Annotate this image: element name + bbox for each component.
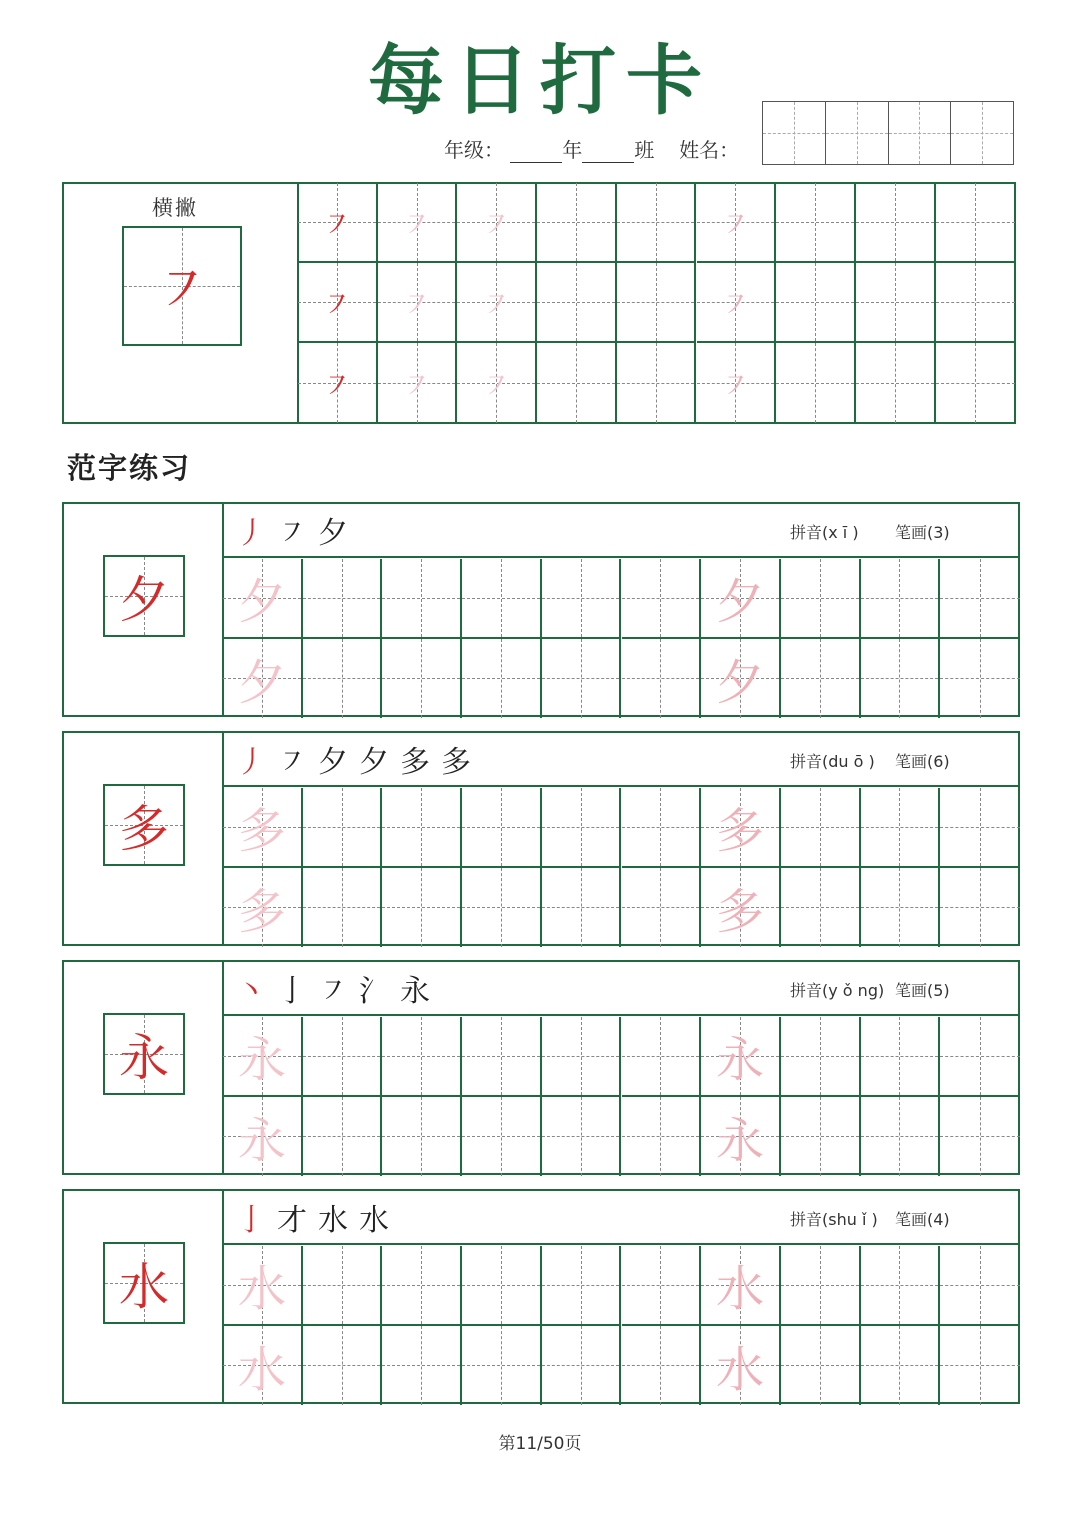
trace-glyph: 多	[716, 883, 765, 940]
practice-cell[interactable]	[940, 559, 1020, 639]
practice-cell[interactable]	[542, 868, 622, 948]
stroke-demo-glyph: ㇇	[154, 258, 210, 323]
trace-glyph: 永	[716, 1112, 765, 1169]
stroke-trace-glyph: ㇇	[321, 208, 352, 243]
stroke-grid-cell[interactable]	[776, 263, 856, 343]
stroke-order-step: 水	[359, 1203, 389, 1238]
stroke-order-step: 多	[441, 745, 471, 780]
stroke-grid-cell[interactable]	[856, 343, 936, 423]
practice-cell[interactable]	[382, 559, 462, 639]
stroke-count-label: 笔画(3)	[895, 523, 950, 542]
practice-cell[interactable]	[542, 1326, 622, 1406]
grade-label: 年级：	[444, 138, 504, 162]
stroke-grid-cell[interactable]	[856, 263, 936, 343]
name-cell[interactable]	[950, 102, 1013, 164]
year-label: 年	[562, 138, 583, 162]
stroke-trace-glyph: ㇇	[720, 288, 751, 323]
practice-cell[interactable]	[781, 1097, 861, 1177]
stroke-grid-cell[interactable]	[617, 263, 697, 343]
practice-cell[interactable]	[462, 639, 542, 719]
practice-cell[interactable]	[223, 868, 303, 948]
practice-cell[interactable]	[940, 868, 1020, 948]
trace-glyph: 夕	[237, 654, 286, 711]
stroke-order-step: 丿	[236, 516, 266, 551]
practice-cell[interactable]	[223, 1246, 303, 1326]
practice-cell[interactable]	[781, 1017, 861, 1097]
stroke-grid-cell[interactable]	[537, 263, 617, 343]
stroke-grid-cell[interactable]	[378, 263, 458, 343]
practice-cell[interactable]	[223, 559, 303, 639]
practice-cell[interactable]	[781, 559, 861, 639]
stroke-order-step: 永	[400, 974, 430, 1009]
pinyin-label: 拼音(shu ǐ )	[790, 1210, 878, 1229]
trace-glyph: 水	[237, 1341, 286, 1398]
stroke-grid-cell[interactable]	[298, 183, 378, 263]
character-demo-box	[103, 784, 185, 866]
class-blank[interactable]	[582, 144, 634, 163]
stroke-order-step: 才	[277, 1203, 307, 1238]
practice-cell[interactable]	[382, 1017, 462, 1097]
practice-cell[interactable]	[622, 1017, 702, 1097]
stroke-order-step: ㇇	[277, 516, 307, 551]
practice-cell[interactable]	[462, 788, 542, 868]
character-demo-glyph: 水	[119, 1258, 169, 1316]
practice-cell[interactable]	[861, 1017, 941, 1097]
practice-cell[interactable]	[701, 559, 781, 639]
stroke-grid-cell[interactable]	[697, 263, 777, 343]
stroke-count-label: 笔画(4)	[895, 1210, 950, 1229]
practice-cell[interactable]	[701, 1097, 781, 1177]
practice-cell[interactable]	[223, 639, 303, 719]
stroke-grid-cell[interactable]	[378, 183, 458, 263]
practice-cell[interactable]	[303, 868, 383, 948]
practice-cell[interactable]	[701, 868, 781, 948]
grade-blank[interactable]	[510, 144, 562, 163]
stroke-order-step: 亅	[277, 974, 307, 1009]
character-demo-glyph: 永	[119, 1029, 169, 1087]
trace-glyph: 水	[716, 1341, 765, 1398]
trace-glyph: 永	[237, 1032, 286, 1089]
practice-cell[interactable]	[462, 1017, 542, 1097]
pinyin-label: 拼音(x ī )	[790, 523, 859, 542]
practice-cell[interactable]	[781, 1246, 861, 1326]
practice-cell[interactable]	[940, 1326, 1020, 1406]
stroke-grid-cell[interactable]	[457, 343, 537, 423]
stroke-trace-glyph: ㇇	[720, 369, 751, 404]
stroke-trace-glyph: ㇇	[481, 208, 512, 243]
name-cell[interactable]	[888, 102, 951, 164]
stroke-grid-cell[interactable]	[378, 343, 458, 423]
practice-cell[interactable]	[781, 1326, 861, 1406]
practice-cell[interactable]	[382, 868, 462, 948]
stroke-order-step: 夕	[359, 745, 389, 780]
stroke-grid-cell[interactable]	[697, 183, 777, 263]
practice-cell[interactable]	[462, 868, 542, 948]
practice-cell[interactable]	[701, 1246, 781, 1326]
stroke-grid-cell[interactable]	[936, 183, 1016, 263]
practice-cell[interactable]	[861, 1246, 941, 1326]
stroke-trace-glyph: ㇇	[481, 369, 512, 404]
practice-cell[interactable]	[861, 1097, 941, 1177]
practice-cell[interactable]	[542, 559, 622, 639]
stroke-trace-glyph: ㇇	[401, 208, 432, 243]
practice-cell[interactable]	[861, 868, 941, 948]
class-label: 班	[634, 138, 655, 162]
practice-cell[interactable]	[622, 1326, 702, 1406]
practice-cell[interactable]	[303, 639, 383, 719]
stroke-grid-cell[interactable]	[936, 263, 1016, 343]
practice-cell[interactable]	[861, 1326, 941, 1406]
stroke-grid-cell[interactable]	[537, 343, 617, 423]
practice-cell[interactable]	[940, 1246, 1020, 1326]
trace-glyph: 夕	[716, 654, 765, 711]
name-cell[interactable]	[763, 102, 825, 164]
practice-cell[interactable]	[861, 639, 941, 719]
character-demo-glyph: 夕	[119, 571, 169, 629]
practice-cell[interactable]	[781, 639, 861, 719]
trace-glyph: 多	[237, 803, 286, 860]
practice-cell[interactable]	[303, 1097, 383, 1177]
stroke-grid-cell[interactable]	[537, 183, 617, 263]
practice-cell[interactable]	[223, 1017, 303, 1097]
pinyin-label: 拼音(du ō )	[790, 752, 875, 771]
stroke-order-step: ㇇	[277, 745, 307, 780]
practice-cell[interactable]	[462, 1097, 542, 1177]
practice-cell[interactable]	[462, 1246, 542, 1326]
practice-cell[interactable]	[940, 1097, 1020, 1177]
practice-cell[interactable]	[382, 1326, 462, 1406]
stroke-order-step: ㇇	[318, 974, 348, 1009]
character-demo-box	[103, 1013, 185, 1095]
stroke-demo-box	[122, 226, 242, 346]
character-demo-box	[103, 555, 185, 637]
page-title: 每日打卡	[368, 36, 712, 125]
name-label: 姓名：	[679, 138, 740, 162]
practice-cell[interactable]	[223, 1326, 303, 1406]
trace-glyph: 夕	[716, 574, 765, 631]
practice-cell[interactable]	[622, 1097, 702, 1177]
stroke-grid-cell[interactable]	[617, 183, 697, 263]
section-title: 范字练习	[67, 451, 192, 485]
stroke-grid-cell[interactable]	[776, 343, 856, 423]
stroke-order-step: 丶	[236, 974, 266, 1009]
trace-glyph: 永	[716, 1032, 765, 1089]
stroke-trace-glyph: ㇇	[401, 288, 432, 323]
practice-cell[interactable]	[303, 559, 383, 639]
stroke-order-step: 夕	[318, 745, 348, 780]
stroke-name: 横撇	[152, 196, 198, 220]
practice-cell[interactable]	[382, 1097, 462, 1177]
stroke-grid-cell[interactable]	[936, 343, 1016, 423]
practice-cell[interactable]	[223, 1097, 303, 1177]
practice-cell[interactable]	[542, 1017, 622, 1097]
practice-cell[interactable]	[622, 868, 702, 948]
practice-cell[interactable]	[622, 559, 702, 639]
practice-cell[interactable]	[701, 1017, 781, 1097]
practice-cell[interactable]	[303, 1326, 383, 1406]
practice-cell[interactable]	[622, 788, 702, 868]
stroke-order-step: 亅	[236, 1203, 266, 1238]
practice-cell[interactable]	[223, 788, 303, 868]
practice-cell[interactable]	[542, 1246, 622, 1326]
practice-cell[interactable]	[940, 1017, 1020, 1097]
stroke-count-label: 笔画(6)	[895, 752, 950, 771]
name-grid[interactable]	[762, 101, 1014, 165]
practice-cell[interactable]	[382, 1246, 462, 1326]
practice-cell[interactable]	[701, 639, 781, 719]
stroke-order-step: 氵	[359, 974, 389, 1009]
practice-cell[interactable]	[861, 788, 941, 868]
trace-glyph: 永	[237, 1112, 286, 1169]
practice-cell[interactable]	[781, 788, 861, 868]
stroke-grid-cell[interactable]	[457, 183, 537, 263]
practice-cell[interactable]	[940, 788, 1020, 868]
stroke-trace-glyph: ㇇	[321, 369, 352, 404]
practice-cell[interactable]	[462, 1326, 542, 1406]
practice-cell[interactable]	[622, 639, 702, 719]
stroke-grid-cell[interactable]	[298, 343, 378, 423]
stroke-count-label: 笔画(5)	[895, 981, 950, 1000]
practice-cell[interactable]	[542, 639, 622, 719]
character-demo-glyph: 多	[119, 800, 169, 858]
stroke-order-step: 夕	[318, 516, 348, 551]
stroke-trace-glyph: ㇇	[321, 288, 352, 323]
practice-cell[interactable]	[701, 788, 781, 868]
practice-cell[interactable]	[382, 639, 462, 719]
trace-glyph: 水	[237, 1261, 286, 1318]
practice-cell[interactable]	[781, 868, 861, 948]
stroke-grid-cell[interactable]	[298, 263, 378, 343]
stroke-grid-cell[interactable]	[697, 343, 777, 423]
pinyin-label: 拼音(y ǒ ng)	[790, 981, 885, 1000]
practice-cell[interactable]	[542, 1097, 622, 1177]
stroke-grid-cell[interactable]	[457, 263, 537, 343]
stroke-order-step: 多	[400, 745, 430, 780]
trace-glyph: 水	[716, 1261, 765, 1318]
student-info-row	[444, 134, 739, 163]
trace-glyph: 多	[237, 883, 286, 940]
trace-glyph: 夕	[237, 574, 286, 631]
stroke-grid-cell[interactable]	[617, 343, 697, 423]
trace-glyph: 多	[716, 803, 765, 860]
stroke-grid-cell[interactable]	[856, 183, 936, 263]
practice-cell[interactable]	[462, 559, 542, 639]
name-cell[interactable]	[825, 102, 888, 164]
stroke-trace-glyph: ㇇	[720, 208, 751, 243]
practice-cell[interactable]	[303, 1017, 383, 1097]
practice-cell[interactable]	[382, 788, 462, 868]
stroke-grid-cell[interactable]	[776, 183, 856, 263]
page-number: 第11/50页	[498, 1434, 582, 1454]
practice-cell[interactable]	[940, 639, 1020, 719]
practice-cell[interactable]	[701, 1326, 781, 1406]
stroke-trace-glyph: ㇇	[481, 288, 512, 323]
practice-cell[interactable]	[303, 1246, 383, 1326]
character-demo-box	[103, 1242, 185, 1324]
stroke-order-step: 水	[318, 1203, 348, 1238]
practice-cell[interactable]	[861, 559, 941, 639]
practice-cell[interactable]	[542, 788, 622, 868]
stroke-order-step: 丿	[236, 745, 266, 780]
practice-cell[interactable]	[622, 1246, 702, 1326]
practice-cell[interactable]	[303, 788, 383, 868]
stroke-trace-glyph: ㇇	[401, 369, 432, 404]
